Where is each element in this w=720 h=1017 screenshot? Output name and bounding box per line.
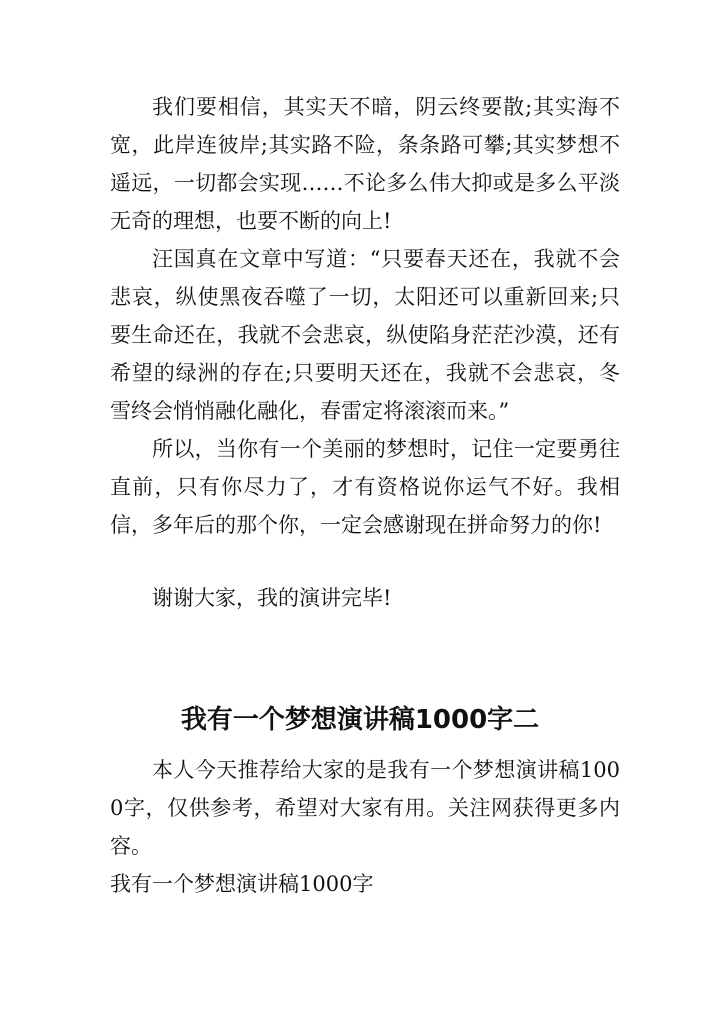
paragraph-courage: 所以，当你有一个美丽的梦想时，记住一定要勇往直前，只有你尽力了，才有资格说你运气不好。我相信，多年后的那个你，一定会感谢现在拼命努力的你! xyxy=(110,437,620,537)
paragraph-dream-belief: 我们要相信，其实天不暗，阴云终要散;其实海不宽，此岸连彼岸;其实路不险，条条路可攀;其实梦想不遥远，一切都会实现……不论多么伟大抑或是多么平淡无奇的理想，也要不断的向上! xyxy=(110,95,620,233)
section-heading: 我有一个梦想演讲稿1000字二 xyxy=(180,705,540,735)
paragraph-closing-thanks: 谢谢大家，我的演讲完毕! xyxy=(152,586,392,610)
paragraph-wang-guozhen-quote: 汪国真在文章中写道：“只要春天还在，我就不会悲哀，纵使黑夜吞噬了一切，太阳还可以重新回来;只要生命还在，我就不会悲哀，纵使陷身茫茫沙漠，还有希望的绿洲的存在;只要明天还在，我就不会悲哀，冬雪终会悄悄融化融化，春雷定将滚滚而来。” xyxy=(110,247,620,423)
subtitle-line: 我有一个梦想演讲稿1000字 xyxy=(110,872,374,896)
paragraph-intro: 本人今天推荐给大家的是我有一个梦想演讲稿1000字，仅供参考，希望对大家有用。关注网获得更多内容。 xyxy=(110,758,620,858)
